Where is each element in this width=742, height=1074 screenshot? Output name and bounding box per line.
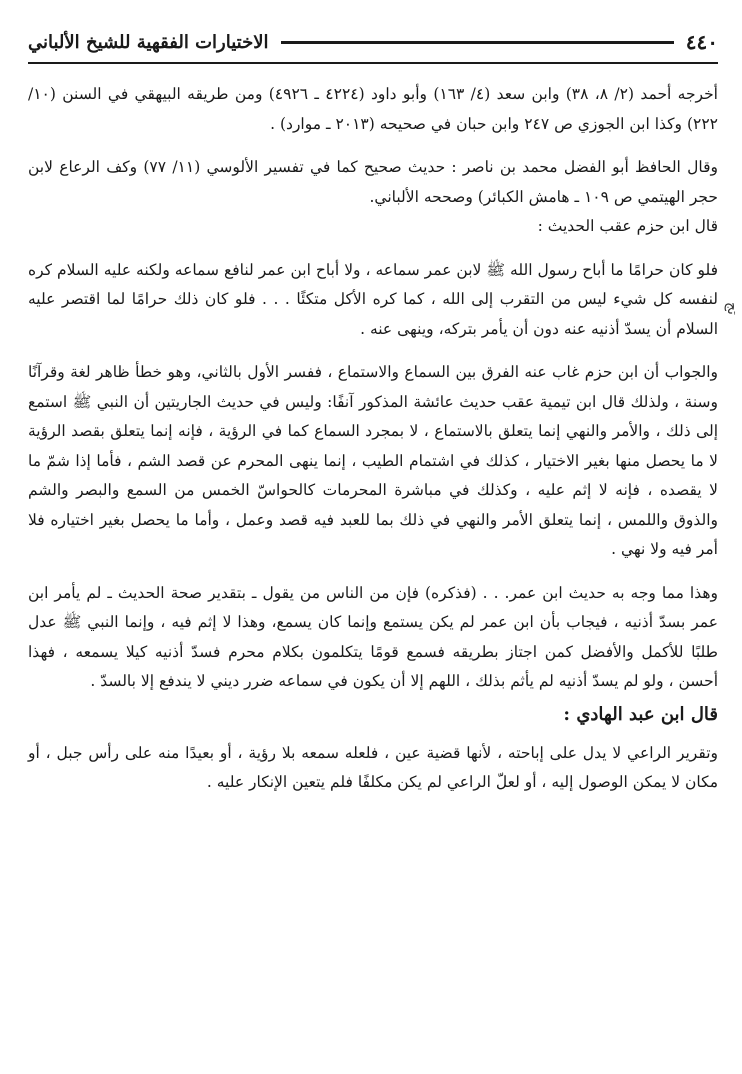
book-page xyxy=(28,22,718,798)
margin-mark: تج xyxy=(724,302,740,315)
page-number: ٤٤٠ xyxy=(685,30,718,54)
page-header xyxy=(28,22,718,64)
running-title: الاختيارات الفقهية للشيخ الألباني xyxy=(28,31,269,53)
paragraph-ibn-nasir: وقال الحافظ أبو الفضل محمد بن ناصر : حديث صحيح كما في تفسير الألوسي (١١/ ٧٧) وكف الرعاع لابن حجر الهيتمي ص ١٠٩ ـ هامش الكبائر) وصححه الألباني. xyxy=(28,158,718,206)
paragraph-ibn-hazm-quote: فلو كان حرامًا ما أباح رسول الله ﷺ لابن عمر سماعه ، ولا أباح ابن عمر لنافع سماعه ولكنه عليه السلام كره لنفسه كل شيء ليس من التقرب إلى الله ، كما كره الأكل متكئًا . . . فلو كان ذلك حرامًا لما اقتصر عليه السلام أن يسدّ أذنيه عنه دون أن يأمر بتركه، وينهى عنه . xyxy=(28,260,718,338)
paragraph-answer: والجواب أن ابن حزم غاب عنه الفرق بين السماع والاستماع ، ففسر الأول بالثاني، وهو خطأ ظاهر لغة وقرآنًا وسنة ، ولذلك قال ابن تيمية عقب حديث عائشة المذكور آنفًا: وليس في حديث الجاريتين أن النبي ﷺ استمع إلى ذلك ، والأمر والنهي إنما يتعلق بالاستماع ، لا بمجرد السماع كما في الرؤية ، فإنه إنما يتعلق بقصد الرؤية لا ما يحصل منها بغير الاختيار ، كذلك في اشتمام الطيب ، إنما ينهى المحرم عن قصد الشم ، فأما إذا شمّ ما لا يقصده ، فإنه لا إثم عليه ، وكذلك في مباشرة المحرمات كالحواسّ الخمس من السمع والبصر والشم والذوق واللمس ، إنما يتعلق الأمر والنهي في ذلك بما للعبد فيه قصد وعمل ، وأما ما يحصل بغير اختياره فلا أمر فيه ولا نهي . xyxy=(28,363,718,558)
header-rule xyxy=(281,41,674,44)
paragraph-ibn-umar: وهذا مما وجه به حديث ابن عمر. . . (فذكره) فإن من الناس من يقول ـ بتقدير صحة الحديث ـ لم يأمر ابن عمر بسدّ أذنيه ، فيجاب بأن ابن عمر لم يكن يستمع وإنما كان يسمع، وهذا لا إثم فيه ، وإنما النبي ﷺ عدل طلبًا للأكمل والأفضل كمن اجتاز بطريقه فسمع قومًا يتكلمون بكلام محرم فسدّ أذنيه كيلا يسمعه ، فهذا أحسن ، ولو لم يسدّ أذنيه لم يأثم بذلك ، اللهم إلا أن يكون في سماعه ضرر ديني لا يندفع إلا بالسدّ . xyxy=(28,583,718,690)
paragraph-shepherd: وتقرير الراعي لا يدل على إباحته ، لأنها قضية عين ، فلعله سمعه بلا رؤية ، أو بعيدًا منه على رأس جبل ، أو مكان لا يمكن الوصول إليه ، أو لعلّ الراعي لم يكن مكلفًا فلم يتعين الإنكار عليه . xyxy=(28,743,718,791)
heading-ibn-abd-alhadi: قال ابن عبد الهادي : xyxy=(563,703,718,725)
paragraph-citation: أخرجه أحمد (٢/ ٨، ٣٨) وابن سعد (٤/ ١٦٣) وأبو داود (٤٢٢٤ ـ ٤٩٢٦) ومن طريقه البيهقي في السنن (١٠/ ٢٢٢) وكذا ابن الجوزي ص ٢٤٧ وابن حبان في صحيحه (٢٠١٣ ـ موارد) . xyxy=(28,85,718,133)
paragraph-ibn-hazm-intro: قال ابن حزم عقب الحديث : xyxy=(537,217,718,235)
